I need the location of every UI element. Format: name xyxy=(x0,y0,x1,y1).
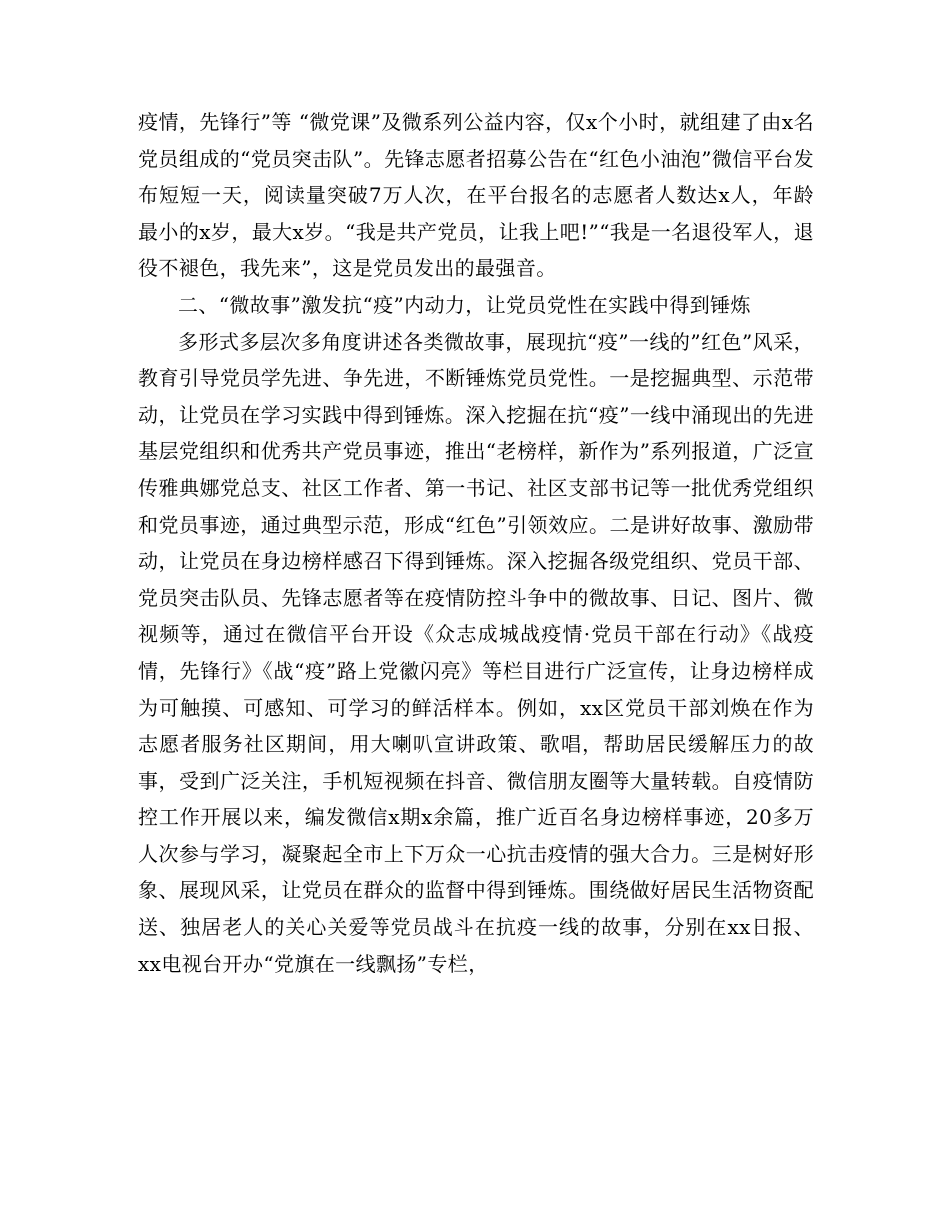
document-body xyxy=(138,104,814,982)
paragraph-continuation: 疫情，先锋行”等 “微党课”及微系列公益内容，仅x个小时，就组建了由x名党员组成的“党员突击队”。先锋志愿者招募公告在“红色小油泡”微信平台发布短短一天，阅读量突破7万人次，在平台报名的志愿者人数达x人，年龄最小的x岁，最大x岁。“我是共产党员，让我上吧!”“我是一名退役军人，退役不褪色，我先来”，这是党员发出的最强音。 xyxy=(138,110,814,281)
section-heading: 二、“微故事”激发抗“疫”内动力，让党员党性在实践中得到锤炼 xyxy=(178,292,751,317)
paragraph-body: 多形式多层次多角度讲述各类微故事，展现抗“疫”一线的”红色”风采，教育引导党员学先进、争先进，不断锤炼党员党性。一是挖掘典型、示范带动，让党员在学习实践中得到锤炼。深入挖掘在抗“疫”一线中涌现出的先进基层党组织和优秀共产党员事迹，推出“老榜样，新作为”系列报道，广泛宣传雅典娜党总支、社区工作者、第一书记、社区支部书记等一批优秀党组织和党员事迹，通过典型示范，形成“红色”引领效应。二是讲好故事、激励带动，让党员在身边榜样感召下得到锤炼。深入挖掘各级党组织、党员干部、党员突击队员、先锋志愿者等在疫情防控斗争中的微故事、日记、图片、微视频等，通过在微信平台开设《众志成城战疫情·党员干部在行动》《战疫情，先锋行》《战“疫”路上党徽闪亮》等栏目进行广泛宣传，让身边榜样成为可触摸、可感知、可学习的鲜活样本。例如，xx区党员干部刘焕在作为志愿者服务社区期间，用大喇叭宣讲政策、歌唱，帮助居民缓解压力的故事，受到广泛关注，手机短视频在抖音、微信朋友圈等大量转载。自疫情防控工作开展以来，编发微信x期x余篇，推广近百名身边榜样事迹，20多万人次参与学习，凝聚起全市上下万众一心抗击疫情的强大合力。三是树好形象、展现风采，让党员在群众的监督中得到锤炼。围绕做好居民生活物资配送、独居老人的关心关爱等党员战斗在抗疫一线的故事，分别在xx日报、xx电视台开办“党旗在一线飘扬”专栏， xyxy=(138,329,814,976)
